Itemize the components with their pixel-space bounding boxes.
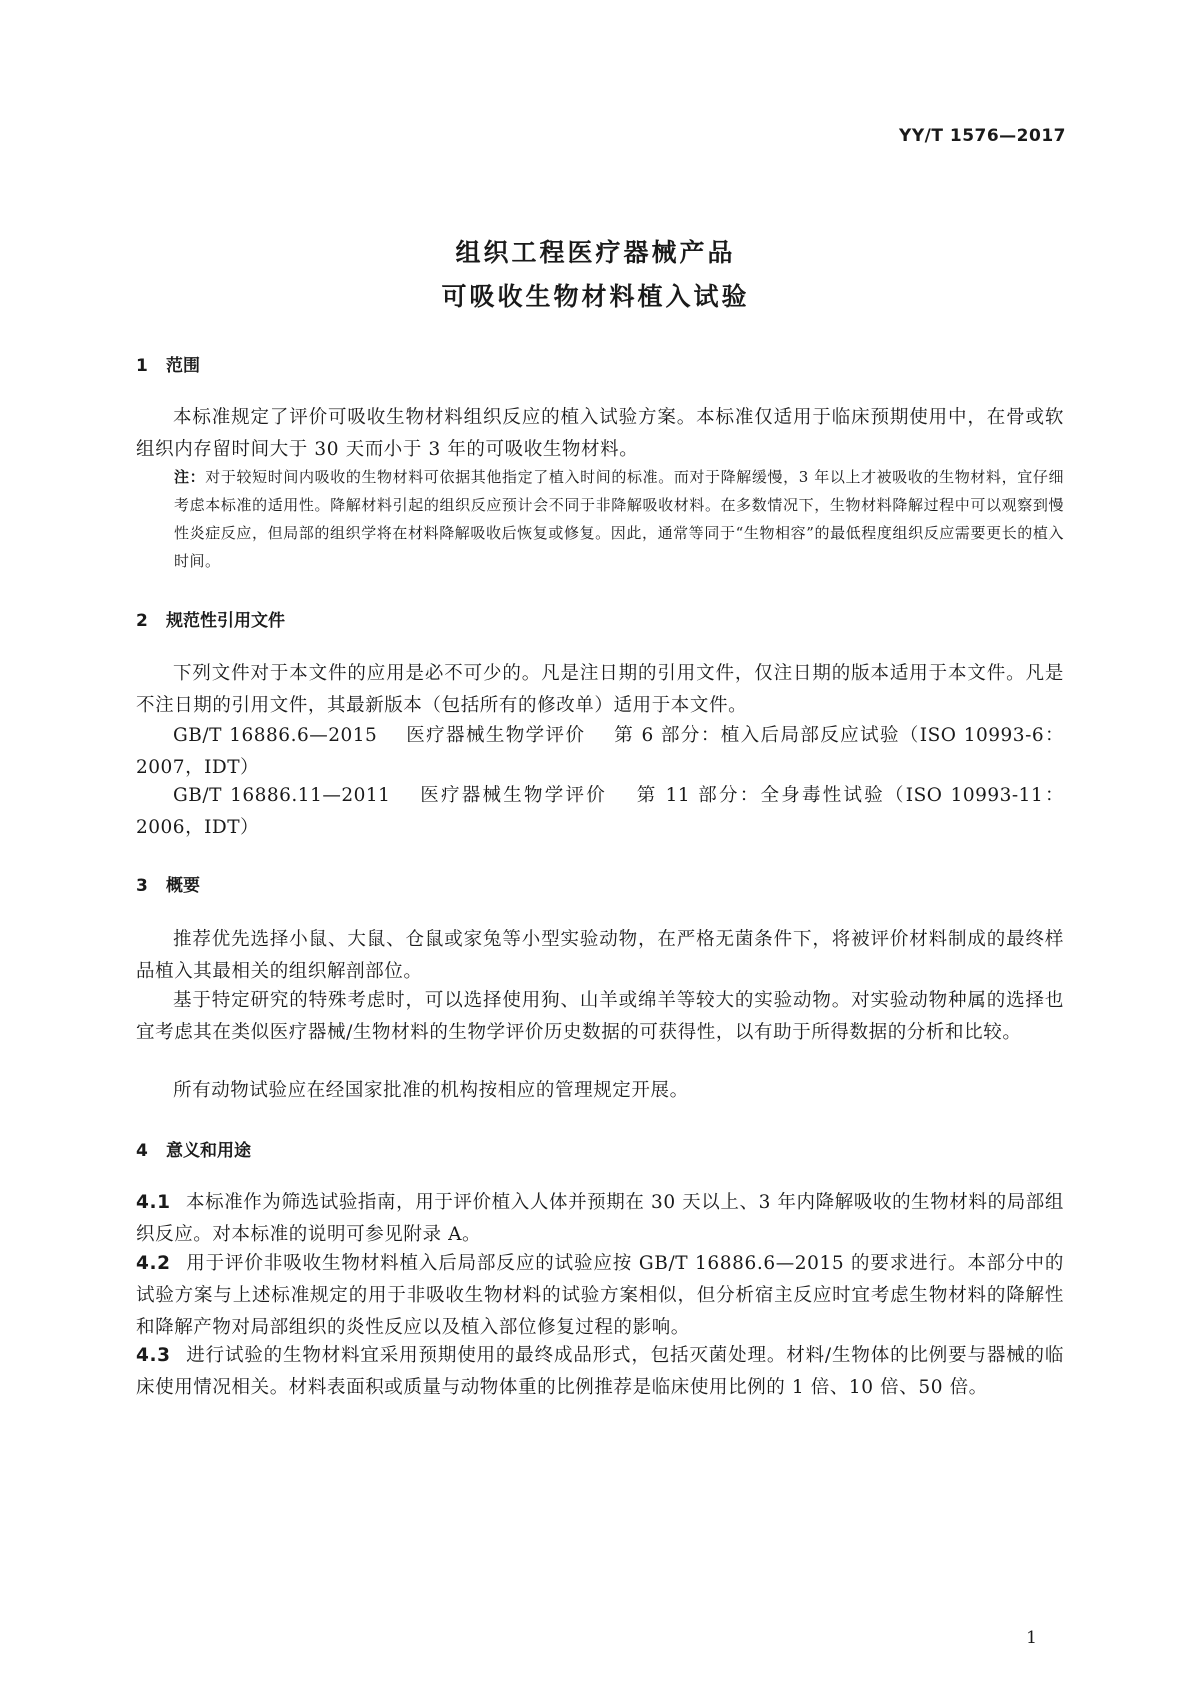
clause-number: 4.2 [136, 1253, 171, 1274]
section-3-paragraph-2: 基于特定研究的特殊考虑时，可以选择使用狗、山羊或绵羊等较大的实验动物。对实验动物种属的选择也宜考虑其在类似医疗器械/生物材料的生物学评价历史数据的可获得性，以有助于所得数据的分析和比较。 [136, 990, 1064, 1043]
document-title-line1: 组织工程医疗器械产品 [455, 238, 736, 267]
clause-text: 用于评价非吸收生物材料植入后局部反应的试验应按 GB/T 16886.6—2015 的要求进行。本部分中的试验方案与上述标准规定的用于非吸收生物材料的试验方案相似，但分析宿主反应时宜考虑生物材料的降解性和降解产物对局部组织的炎性反应以及植入部位修复过程的影响。 [136, 1253, 1064, 1338]
section-3-paragraph-1: 推荐优先选择小鼠、大鼠、仓鼠或家兔等小型实验动物，在严格无菌条件下，将被评价材料制成的最终样品植入其最相关的组织解剖部位。 [136, 929, 1064, 982]
reference-code: GB/T 16886.6—2015 [173, 725, 378, 746]
section-title: 范围 [166, 356, 200, 376]
clause-text: 本标准作为筛选试验指南，用于评价植入人体并预期在 30 天以上、3 年内降解吸收的生物材料的局部组织反应。对本标准的说明可参见附录 A。 [136, 1192, 1064, 1245]
clause-number: 4.1 [136, 1192, 171, 1213]
clause-4-1 [136, 1187, 1064, 1251]
section-number: 3 [136, 876, 148, 896]
clause-4-3 [136, 1340, 1064, 1404]
section-title: 意义和用途 [166, 1141, 251, 1161]
section-title: 规范性引用文件 [166, 611, 285, 631]
clause-4-2 [136, 1248, 1064, 1344]
section-4-heading [136, 1136, 251, 1161]
standard-code: YY/T 1576—2017 [899, 126, 1066, 146]
clause-text: 进行试验的生物材料宜采用预期使用的最终成品形式，包括灭菌处理。材料/生物体的比例要与器械的临床使用情况相关。材料表面积或质量与动物体重的比例推荐是临床使用比例的 1 倍、10 倍、50 倍。 [136, 1345, 1064, 1398]
section-2-paragraph: 下列文件对于本文件的应用是必不可少的。凡是注日期的引用文件，仅注日期的版本适用于本文件。凡是不注日期的引用文件，其最新版本（包括所有的修改单）适用于本文件。 [136, 663, 1064, 716]
reference-part: 第 6 部分：植入后局部反应试验（ISO 10993-6：2007，IDT） [136, 725, 1064, 778]
section-number: 2 [136, 611, 148, 631]
section-2-heading [136, 606, 285, 631]
note-label: 注： [174, 468, 206, 486]
reference-title: 医疗器械生物学评价 [405, 725, 586, 746]
note-text: 对于较短时间内吸收的生物材料可依据其他指定了植入时间的标准。而对于降解缓慢，3 年以上才被吸收的生物材料，宜仔细考虑本标准的适用性。降解材料引起的组织反应预计会不同于非降解吸收材料。在多数情况下，生物材料降解过程中可以观察到慢性炎症反应，但局部的组织学将在材料降解吸收后恢复或修复。因此，通常等同于“生物相容”的最低程度组织反应需要更长的植入时间。 [174, 468, 1064, 570]
section-3-paragraph-3: 所有动物试验应在经国家批准的机构按相应的管理规定开展。 [173, 1080, 689, 1101]
normative-reference-2 [136, 780, 1064, 844]
section-1-paragraph: 本标准规定了评价可吸收生物材料组织反应的植入试验方案。本标准仅适用于临床预期使用中，在骨或软组织内存留时间大于 30 天而小于 3 年的可吸收生物材料。 [136, 407, 1064, 460]
clause-number: 4.3 [136, 1345, 171, 1366]
reference-part: 第 11 部分：全身毒性试验（ISO 10993-11：2006，IDT） [136, 785, 1064, 838]
section-1-heading [136, 351, 200, 376]
section-number: 4 [136, 1141, 148, 1161]
section-number: 1 [136, 356, 148, 376]
page-number: 1 [1026, 1628, 1037, 1648]
section-3-heading [136, 871, 200, 896]
reference-title: 医疗器械生物学评价 [418, 785, 607, 806]
section-1-note [174, 463, 1064, 575]
reference-code: GB/T 16886.11—2011 [173, 785, 391, 806]
section-title: 概要 [166, 876, 200, 896]
document-title-line2: 可吸收生物材料植入试验 [441, 282, 750, 311]
normative-reference-1 [136, 720, 1064, 784]
